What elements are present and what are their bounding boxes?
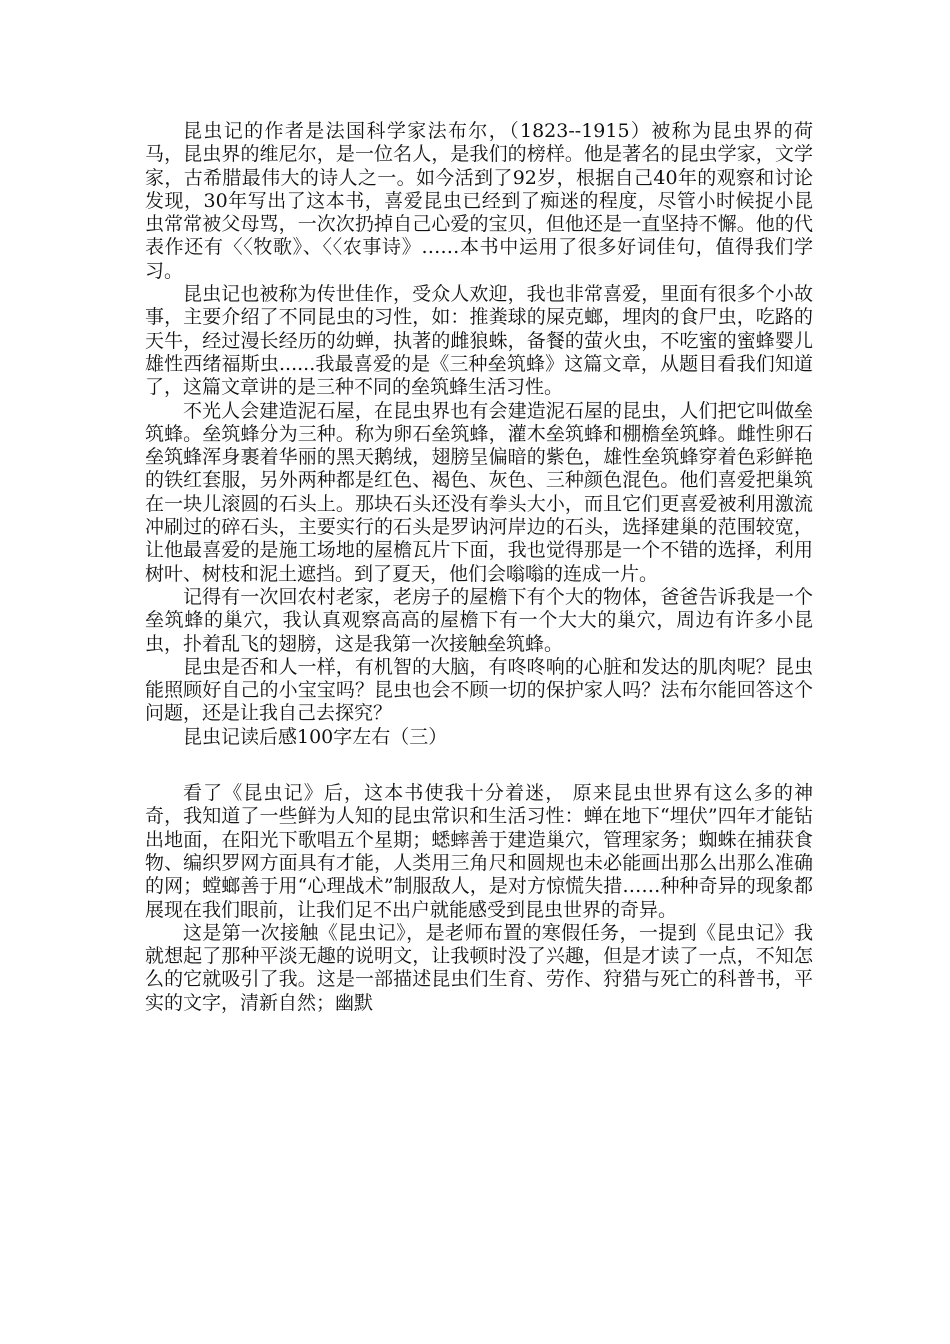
paragraph-questions: 昆虫是否和人一样，有机智的大脑，有咚咚响的心脏和发达的肌肉呢？昆虫能照顾好自己的小宝宝吗？昆虫也会不顾一切的保护家人吗？法布尔能回答这个问题，还是让我自己去探究？	[145, 655, 813, 725]
document-page	[145, 120, 813, 1015]
paragraph-village-memory: 记得有一次回农村老家，老房子的屋檐下有个大的物体，爸爸告诉我是一个垒筑蜂的巢穴，我认真观察高高的屋檐下有一个大大的巢穴，周边有许多小昆虫，扑着乱飞的翅膀，这是我第一次接触垒筑蜂。	[145, 585, 813, 655]
paragraph-mason-bees: 不光人会建造泥石屋，在昆虫界也有会建造泥石屋的昆虫，人们把它叫做垒筑蜂。垒筑蜂分为三种。称为卵石垒筑蜂，灌木垒筑蜂和棚檐垒筑蜂。雌性卵石垒筑蜂浑身裹着华丽的黑天鹅绒，翅膀呈偏暗的紫色，雄性垒筑蜂穿着色彩鲜艳的铁红套服，另外两种都是红色、褐色、灰色、三种颜色混色。他们喜爱把巢筑在一块儿滚圆的石头上。那块石头还没有拳头大小，而且它们更喜爱被利用激流冲刷过的碎石头，主要实行的石头是罗讷河岸边的石头，选择建巢的范围较宽，让他最喜爱的是施工场地的屋檐瓦片下面，我也觉得那是一个不错的选择，利用树叶、树枝和泥土遮挡。到了夏天，他们会嗡嗡的连成一片。	[145, 399, 813, 585]
blank-line	[145, 749, 813, 782]
paragraph-author-intro: 昆虫记的作者是法国科学家法布尔，（1823--1915）被称为昆虫界的荷马，昆虫界的维尼尔，是一位名人，是我们的榜样。他是著名的昆虫学家，文学家，古希腊最伟大的诗人之一。如今活到了92岁，根据自己40年的观察和讨论发现，30年写出了这本书，喜爱昆虫已经到了痴迷的程度，尽管小时候捉小昆虫常常被父母骂，一次次扔掉自己心爱的宝贝，但他还是一直坚持不懈。他的代表作还有〈〈牧歌》、〈〈农事诗》……本书中运用了很多好词佳句，值得我们学习。	[145, 120, 813, 282]
paragraph-fascination: 看了《昆虫记》后，这本书使我十分着迷， 原来昆虫世界有这么多的神奇，我知道了一些鲜为人知的昆虫常识和生活习性：蝉在地下“埋伏”四年才能钻出地面，在阳光下歌唱五个星期；蟋蟀善于建造巢穴，管理家务；蜘蛛在捕获食物、编织罗网方面具有才能，人类用三角尺和圆规也未必能画出那么出那么准确的网；螳螂善于用“心理战术”制服敌人，是对方惊慌失措……种种奇异的现象都展现在我们眼前，让我们足不出户就能感受到昆虫世界的奇异。	[145, 782, 813, 921]
paragraph-first-contact: 这是第一次接触《昆虫记》，是老师布置的寒假任务，一提到《昆虫记》我就想起了那种平淡无趣的说明文，让我顿时没了兴趣，但是才读了一点，不知怎么的它就吸引了我。这是一部描述昆虫们生育、劳作、狩猎与死亡的科普书，平实的文字，清新自然；幽默	[145, 921, 813, 1014]
paragraph-book-overview: 昆虫记也被称为传世佳作，受众人欢迎，我也非常喜爱，里面有很多个小故事，主要介绍了不同昆虫的习性，如：推粪球的屎克螂，埋肉的食尸虫，吃路的天牛，经过漫长经历的幼蝉，执著的雌狼蛛，备餐的萤火虫，不吃蜜的蜜蜂婴儿雄性西绪福斯虫......我最喜爱的是《三种垒筑蜂》这篇文章，从题目看我们知道了，这篇文章讲的是三种不同的垒筑蜂生活习性。	[145, 283, 813, 399]
section-heading: 昆虫记读后感100字左右（三）	[183, 725, 448, 748]
